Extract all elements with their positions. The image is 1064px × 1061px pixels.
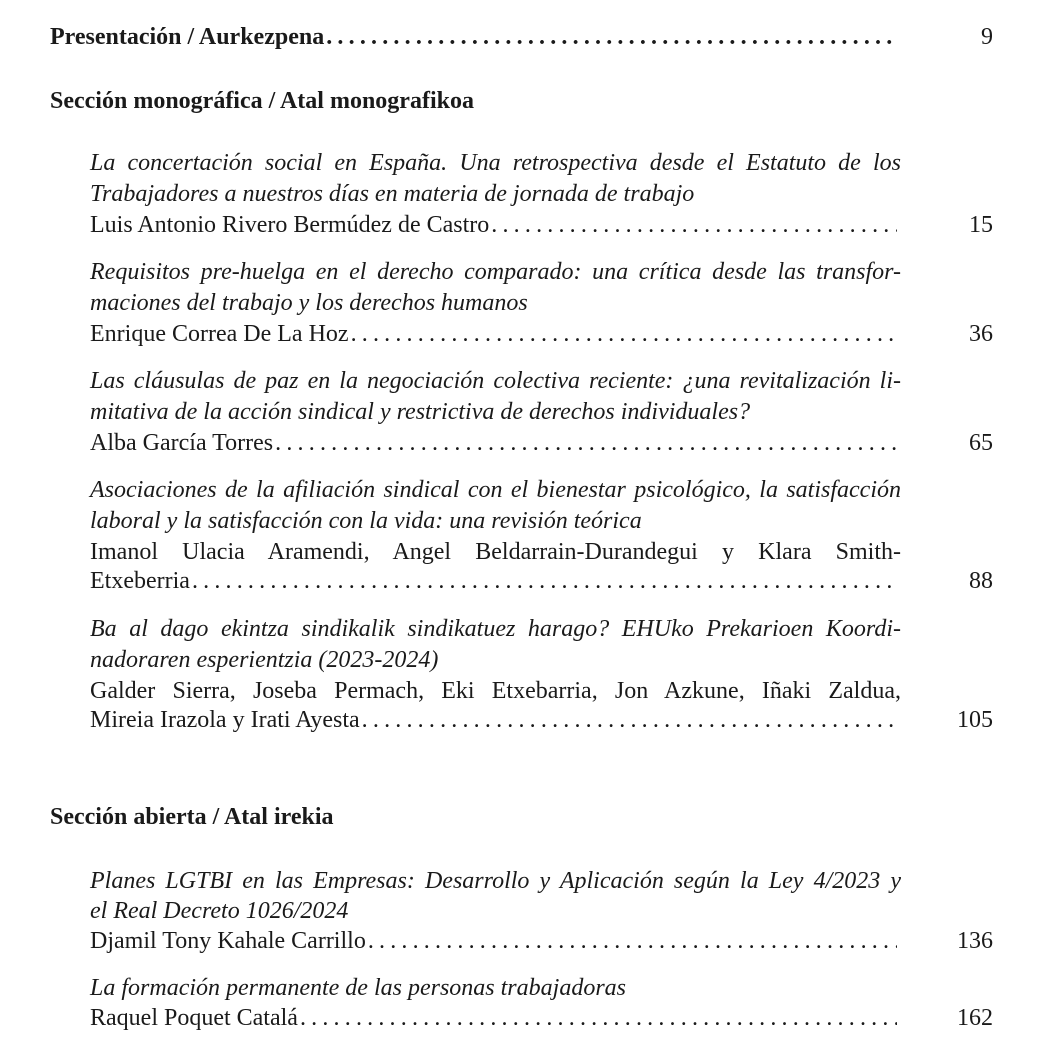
toc-entry-title-line: Las cláusulas de paz en la negociación colectiva reciente: ¿una revitalización li-	[90, 368, 901, 394]
author-text: Luis Antonio Rivero Bermúdez de Castro	[90, 212, 490, 238]
toc-page-number: 15	[969, 212, 993, 238]
toc-page-number: 105	[957, 707, 993, 733]
toc-entry-title: Presentación / Aurkezpena	[50, 24, 325, 50]
author-text: Enrique Correa De La Hoz	[90, 321, 349, 347]
dot-leader	[275, 428, 897, 459]
toc-entry-author	[90, 319, 905, 350]
toc-entry-title-line: mitativa de la acción sindical y restrictiva de derechos individuales?	[90, 399, 751, 425]
toc-entry-title-line: Requisitos pre-huelga en el derecho comparado: una crítica desde las transfor-	[90, 259, 901, 285]
toc-entry-author	[90, 428, 905, 459]
dot-leader	[326, 22, 897, 53]
dot-leader	[351, 319, 897, 350]
toc-entry-author	[90, 926, 905, 957]
toc-entry-presentation	[50, 22, 905, 53]
toc-entry-title-line: nadoraren esperientzia (2023-2024)	[90, 647, 439, 673]
dot-leader	[362, 705, 897, 736]
dot-leader	[491, 210, 897, 241]
toc-entry-author-line: Imanol Ulacia Aramendi, Angel Beldarrain-Durandegui y Klara Smith-	[90, 539, 901, 565]
toc-entry-title-line: La concertación social en España. Una retrospectiva desde el Estatuto de los	[90, 150, 901, 176]
dot-leader	[368, 926, 897, 957]
toc-page-number: 36	[969, 321, 993, 347]
toc-page-number: 162	[957, 1005, 993, 1031]
toc-entry-title-line: Asociaciones de la afiliación sindical con el bienestar psicológico, la satisfacción	[90, 477, 901, 503]
dot-leader	[300, 1003, 897, 1034]
toc-entry-author-line: Galder Sierra, Joseba Permach, Eki Etxebarria, Jon Azkune, Iñaki Zaldua,	[90, 678, 901, 704]
dot-leader	[192, 566, 897, 597]
section-heading-monographic: Sección monográfica / Atal monografikoa	[50, 88, 474, 114]
toc-entry-author	[90, 210, 905, 241]
toc-entry-title-line: maciones del trabajo y los derechos humanos	[90, 290, 528, 316]
author-text: Djamil Tony Kahale Carrillo	[90, 928, 366, 954]
section-heading-open: Sección abierta / Atal irekia	[50, 804, 334, 830]
toc-entry-title-line: Planes LGTBI en las Empresas: Desarrollo y Aplicación según la Ley 4/2023 y	[90, 868, 901, 894]
toc-entry-title-line: laboral y la satisfacción con la vida: una revisión teórica	[90, 508, 642, 534]
toc-entry-author	[90, 1003, 905, 1034]
toc-page-number: 88	[969, 568, 993, 594]
toc-entry-title-line: el Real Decreto 1026/2024	[90, 898, 349, 924]
toc-page-number: 65	[969, 430, 993, 456]
author-text: Etxeberria	[90, 568, 190, 594]
toc-entry-title-line: Ba al dago ekintza sindikalik sindikatuez harago? EHUko Prekarioen Koordi-	[90, 616, 901, 642]
author-text: Mireia Irazola y Irati Ayesta	[90, 707, 360, 733]
author-text: Alba García Torres	[90, 430, 274, 456]
toc-page-number: 136	[957, 928, 993, 954]
author-text: Raquel Poquet Catalá	[90, 1005, 298, 1031]
toc-page-number: 9	[981, 24, 993, 50]
toc-entry-author	[90, 705, 905, 736]
toc-entry-title-line: La formación permanente de las personas trabajadoras	[90, 975, 626, 1001]
toc-entry-title-line: Trabajadores a nuestros días en materia de jornada de trabajo	[90, 181, 695, 207]
toc-entry-author	[90, 566, 905, 597]
